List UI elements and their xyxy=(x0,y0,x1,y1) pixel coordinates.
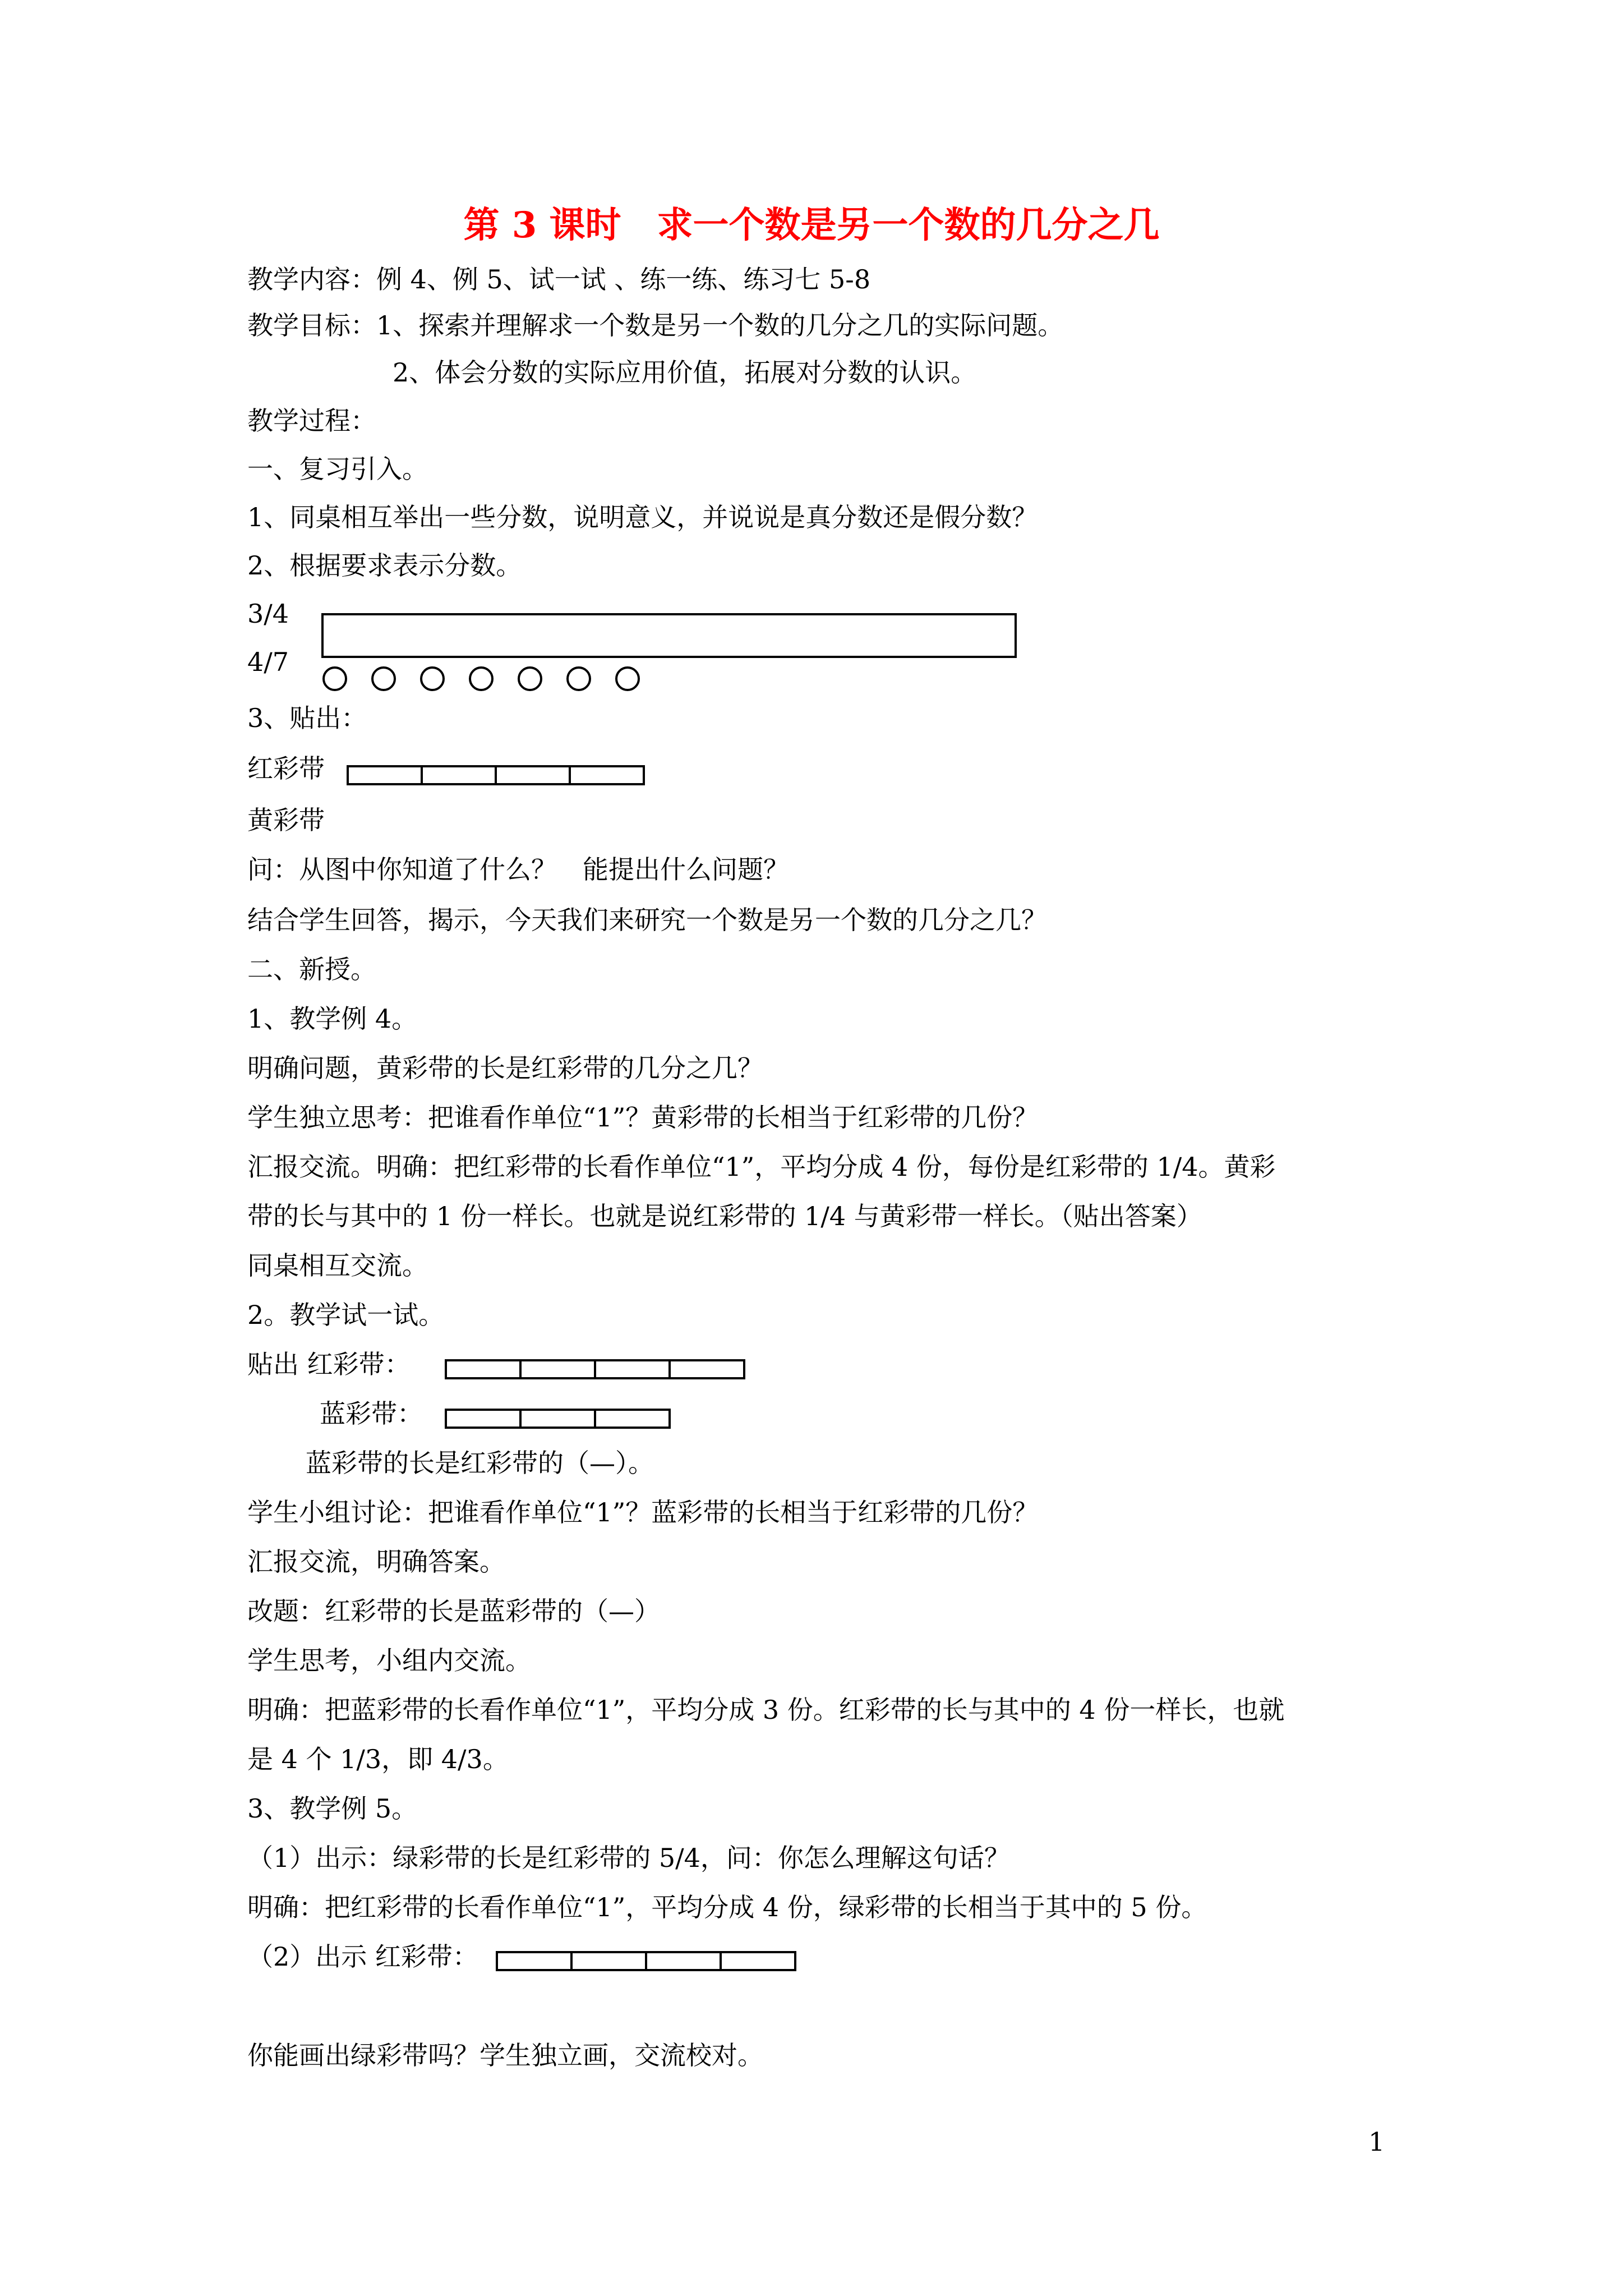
ribbon-segment xyxy=(445,1359,522,1379)
red-ribbon-label: 红彩带 xyxy=(247,753,325,784)
circle xyxy=(518,666,542,691)
example-5-part-2: （2）出示 红彩带： xyxy=(247,1941,478,1972)
report-line-1: 汇报交流。明确：把红彩带的长看作单位“1”，平均分成 4 份，每份是红彩带的 1/4。黄彩 xyxy=(247,1152,1276,1182)
review-item-3: 3、贴出： xyxy=(247,703,367,733)
ribbon-segment xyxy=(720,1951,796,1971)
ribbon-segment xyxy=(594,1409,671,1429)
review-item-1: 1、同桌相互举出一些分数，说明意义，并说说是真分数还是假分数？ xyxy=(247,502,1038,532)
independent-thinking: 学生独立思考：把谁看作单位“1”？黄彩带的长相当于红彩带的几份？ xyxy=(247,1102,1039,1133)
page-number: 1 xyxy=(1368,2127,1385,2157)
circle xyxy=(566,666,591,691)
ribbon-segment xyxy=(495,765,571,785)
clarify-line-2: 是 4 个 1/3，即 4/3。 xyxy=(247,1744,509,1774)
ribbon-segment xyxy=(496,1951,573,1971)
ribbon-segment xyxy=(421,765,497,785)
fraction-label-4-7: 4/7 xyxy=(247,647,289,677)
desk-exchange: 同桌相互交流。 xyxy=(247,1250,428,1281)
fraction-rectangle xyxy=(321,613,1017,658)
clarify-line-3: 明确：把红彩带的长看作单位“1”，平均分成 4 份，绿彩带的长相当于其中的 5 份。 xyxy=(247,1892,1207,1922)
yellow-ribbon-label: 黄彩带 xyxy=(247,805,325,835)
changed-question: 改题：红彩带的长是蓝彩带的（—） xyxy=(247,1596,660,1626)
ribbon-segment xyxy=(645,1951,722,1971)
circle xyxy=(322,666,347,691)
ribbon-segment xyxy=(347,765,423,785)
circle xyxy=(615,666,640,691)
try-heading: 2。教学试一试。 xyxy=(247,1300,445,1330)
ribbon-segment xyxy=(569,765,645,785)
page-title: 第 3 课时 求一个数是另一个数的几分之几 xyxy=(463,204,1160,246)
fraction-label-3-4: 3/4 xyxy=(247,599,289,629)
ribbon-segment xyxy=(668,1359,745,1379)
ribbon-segment xyxy=(594,1359,671,1379)
group-discussion: 学生小组讨论：把谁看作单位“1”？蓝彩带的长相当于红彩带的几份？ xyxy=(247,1497,1039,1527)
ribbon-segment xyxy=(519,1359,596,1379)
teaching-process-heading: 教学过程： xyxy=(247,406,376,436)
blue-ribbon-label: 蓝彩带： xyxy=(320,1398,423,1429)
report-answer: 汇报交流，明确答案。 xyxy=(247,1547,505,1577)
example-5-heading: 3、教学例 5。 xyxy=(247,1793,418,1824)
circle xyxy=(469,666,494,691)
clarify-line-1: 明确：把蓝彩带的长看作单位“1”，平均分成 3 份。红彩带的长与其中的 4 份一样长，也就 xyxy=(247,1695,1285,1725)
report-line-2: 带的长与其中的 1 份一样长。也就是说红彩带的 1/4 与黄彩带一样长。（贴出答案） xyxy=(247,1201,1202,1231)
review-item-2: 2、根据要求表示分数。 xyxy=(247,550,522,581)
circle xyxy=(420,666,445,691)
example-4-heading: 1、教学例 4。 xyxy=(247,1004,418,1034)
question-line: 问：从图中你知道了什么？ 能提出什么问题？ xyxy=(247,854,789,885)
example-5-part-1: （1）出示：绿彩带的长是红彩带的 5/4，问：你怎么理解这句话？ xyxy=(247,1843,1010,1873)
circle xyxy=(371,666,396,691)
ribbon-segment xyxy=(519,1409,596,1429)
paste-red-ribbon-label: 贴出 红彩带： xyxy=(247,1349,411,1379)
topic-intro: 结合学生回答，揭示，今天我们来研究一个数是另一个数的几分之几？ xyxy=(247,905,1047,935)
teaching-goal-2: 2、体会分数的实际应用价值，拓展对分数的认识。 xyxy=(393,357,977,388)
clarify-question: 明确问题，黄彩带的长是红彩带的几分之几？ xyxy=(247,1053,763,1083)
section-1-heading: 一、复习引入。 xyxy=(247,454,428,484)
ribbon-segment xyxy=(445,1409,522,1429)
blue-ribbon-question: 蓝彩带的长是红彩带的（—）。 xyxy=(306,1448,654,1478)
ribbon-segment xyxy=(570,1951,647,1971)
section-2-heading: 二、新授。 xyxy=(247,954,376,984)
student-thinking: 学生思考，小组内交流。 xyxy=(247,1645,531,1676)
teaching-goal-1: 教学目标：1、探索并理解求一个数是另一个数的几分之几的实际问题。 xyxy=(247,310,1064,341)
teaching-content: 教学内容：例 4、例 5、试一试 、练一练、练习七 5-8 xyxy=(247,264,871,295)
draw-green-ribbon: 你能画出绿彩带吗？学生独立画，交流校对。 xyxy=(247,2040,763,2070)
